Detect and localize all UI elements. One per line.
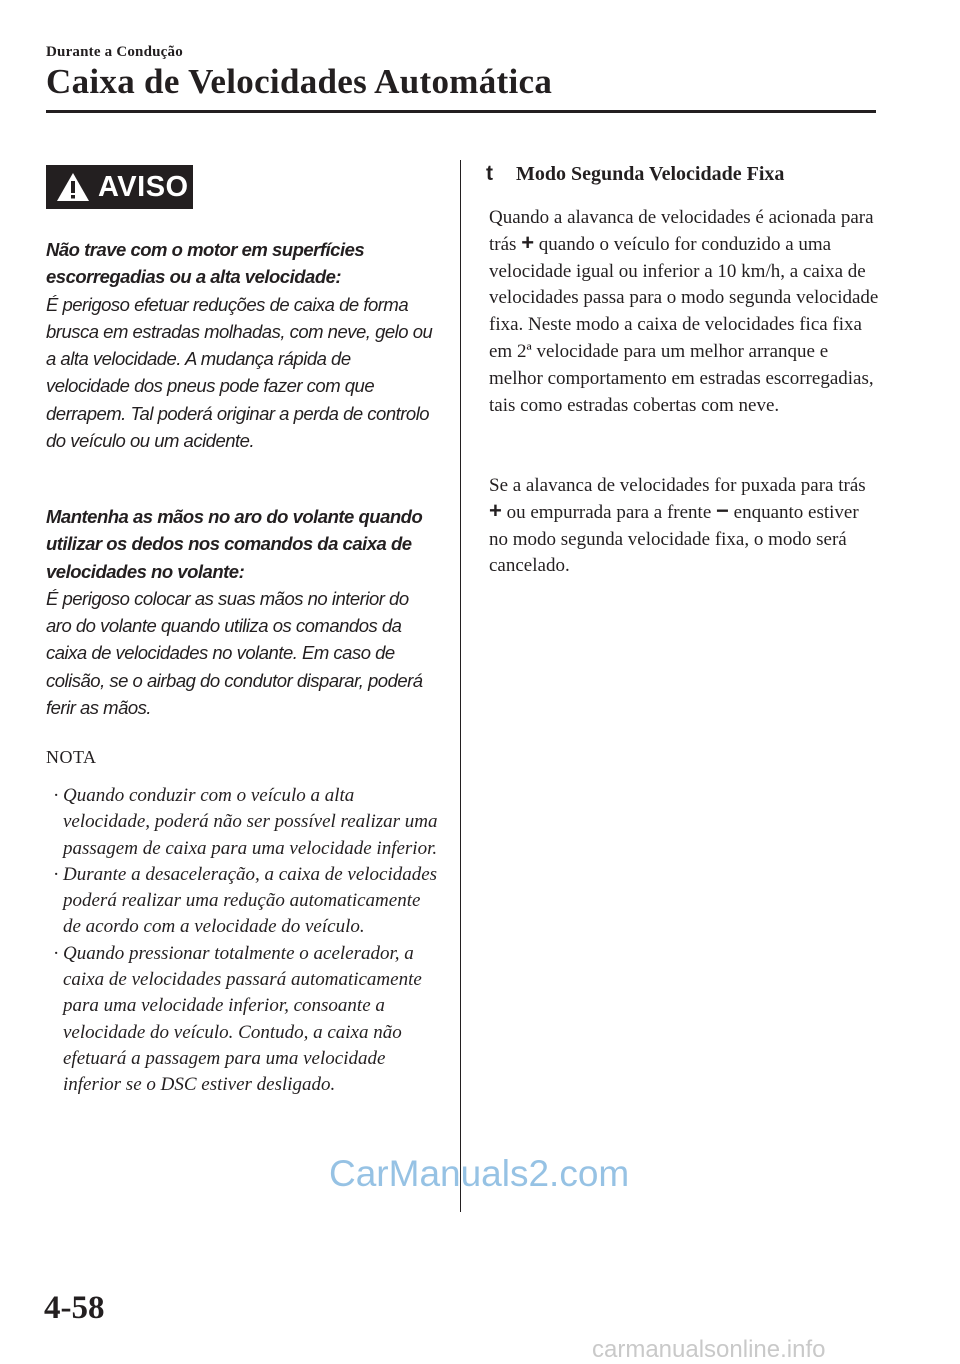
note-item <box>46 783 438 862</box>
page-number: 4-58 <box>44 1290 105 1326</box>
watermark-online: carmanualsonline.info <box>592 1336 826 1363</box>
paragraph <box>489 473 881 580</box>
page-title: Caixa de Velocidades Automática <box>46 62 553 101</box>
warning-body: É perigoso efetuar reduções de caixa de forma brusca em estradas molhadas, com neve, gelo ou a alta velocidade. A mudança rápida de velocidade dos pneus pode fazer com que derrapem. Tal poderá originar a perda de controlo do veículo ou um acidente. <box>46 293 433 452</box>
warning-block <box>46 236 438 454</box>
minus-symbol: − <box>716 497 729 523</box>
plus-symbol: + <box>489 497 502 523</box>
note-item <box>46 862 438 941</box>
note-item-text: Quando pressionar totalmente o acelerador, a caixa de velocidades passará automaticamente para uma velocidade inferior, consoante a velocidade do veículo. Contudo, a caixa não efetuará a passagem para uma velocidade inferior se o DSC estiver desligado. <box>63 942 422 1096</box>
plus-symbol: + <box>521 229 535 255</box>
paragraph <box>489 205 881 419</box>
warning-body: É perigoso colocar as suas mãos no interior do aro do volante quando utiliza os comandos da caixa de velocidades no volante. Em caso de colisão, se o airbag do condutor disparar, poderá ferir as mãos. <box>46 587 423 719</box>
warning-heading: Mantenha as mãos no aro do volante quando utilizar os dedos nos comandos da caixa de velocidades no volante: <box>46 506 423 582</box>
note-list <box>46 783 438 1099</box>
paragraph-text: Se a alavanca de velocidades for puxada para trás <box>489 475 866 496</box>
note-item <box>46 941 438 1099</box>
bullet: · <box>53 863 60 885</box>
paragraph-text: quando o veículo for conduzido a uma velocidade igual ou inferior a 10 km/h, a caixa de velocidades passa para o modo segunda velocidade fixa. Neste modo a caixa de velocidades fica fixa em 2ª velocidade para um melhor arranque e melhor comportamento em estradas escorregadias, tais como estradas cobertas com neve. <box>489 233 879 416</box>
subsection-heading <box>486 162 784 186</box>
subsection-title: Modo Segunda Velocidade Fixa <box>516 163 785 185</box>
note-title: NOTA <box>46 747 97 767</box>
paragraph-text: Quando a alavanca de velocidades é acionada para trás <box>489 207 874 255</box>
note-item-text: Durante a desaceleração, a caixa de velocidades poderá realizar uma redução automaticamente de acordo com a velocidade do veículo. <box>63 863 438 938</box>
paragraph-text: ou empurrada para a frente <box>506 501 712 523</box>
paragraph-text: enquanto estiver no modo segunda velocidade fixa, o modo será cancelado. <box>489 501 859 577</box>
warning-heading: Não trave com o motor em superfícies escorregadias ou a alta velocidade: <box>46 239 365 288</box>
section-label: Durante a Condução <box>46 44 183 60</box>
title-rule <box>46 110 876 113</box>
warning-label: AVISO <box>98 170 189 203</box>
warning-badge <box>46 165 193 209</box>
bullet: · <box>53 942 60 964</box>
column-divider <box>460 160 461 1212</box>
warning-triangle-icon <box>56 172 90 202</box>
note-item-text: Quando conduzir com o veículo a alta velocidade, poderá não ser possível realizar uma passagem de caixa para uma velocidade inferior. <box>63 785 438 859</box>
watermark-carmanuals: CarManuals2.com <box>329 1153 630 1194</box>
section-marker: t <box>486 162 493 185</box>
warning-block <box>46 503 438 721</box>
bullet: · <box>53 785 60 806</box>
